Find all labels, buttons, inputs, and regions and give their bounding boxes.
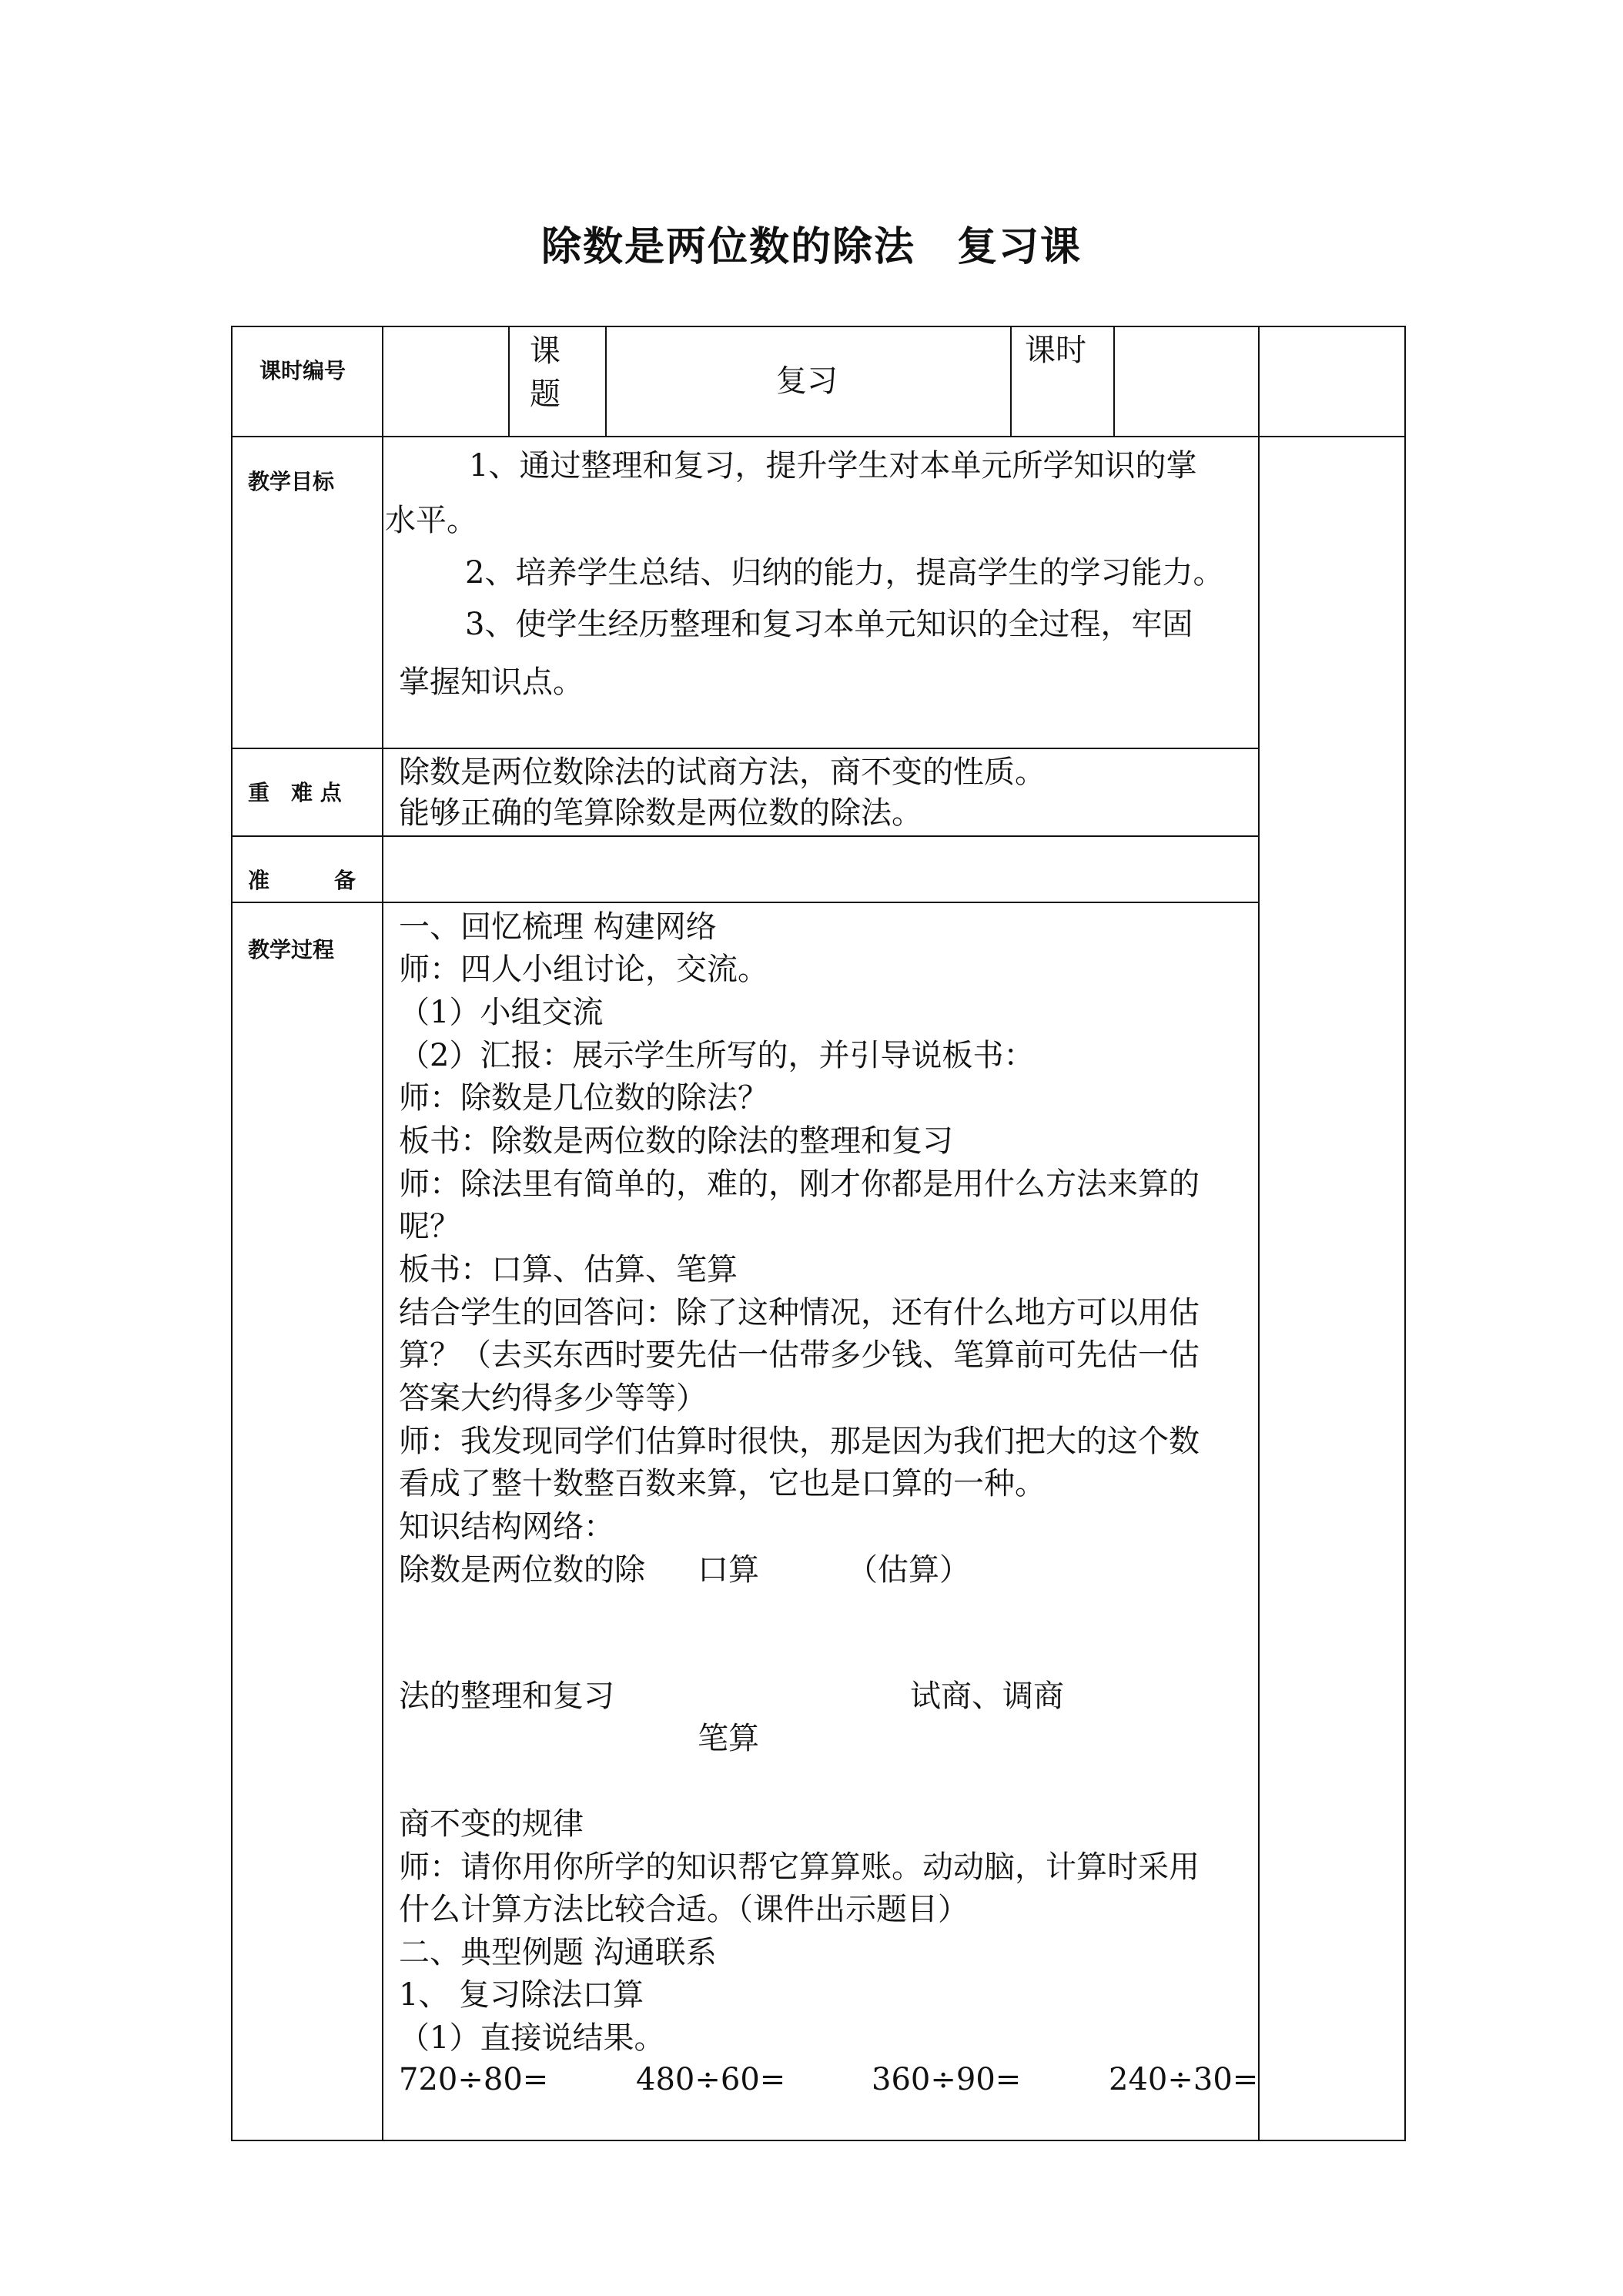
network-root-line2: 法的整理和复习 bbox=[399, 1678, 614, 1714]
objective-line: 3、使学生经历整理和复习本单元知识的全过程，牢固 bbox=[465, 607, 1193, 642]
objective-line: 2、培养学生总结、归纳的能力，提高学生的学习能力。 bbox=[465, 555, 1224, 591]
process-line: 知识结构网络： bbox=[399, 1509, 614, 1545]
process-label: 教学过程 bbox=[248, 937, 335, 962]
topic-label-bottom: 题 bbox=[530, 377, 561, 412]
process-line: 师：四人小组讨论，交流。 bbox=[399, 952, 768, 987]
objectives-label: 教学目标 bbox=[248, 469, 335, 494]
network-estimate: （估算） bbox=[847, 1552, 970, 1588]
process-line: 师：除数是几位数的除法？ bbox=[399, 1080, 768, 1116]
period-label: 课时 bbox=[1025, 333, 1086, 368]
process-line: 1、 复习除法口算 bbox=[399, 1977, 644, 2013]
process-line: （2）汇报：展示学生所写的，并引导说板书： bbox=[399, 1038, 1035, 1073]
key-point-line: 能够正确的笔算除数是两位数的除法。 bbox=[399, 795, 922, 831]
process-line: 呢？ bbox=[399, 1209, 460, 1244]
lesson-number-label: 课时编号 bbox=[259, 358, 346, 383]
topic-label-top: 课 bbox=[530, 333, 561, 369]
process-line: 什么计算方法比较合适。（课件出示题目） bbox=[399, 1892, 969, 1927]
process-line: 结合学生的回答问：除了这种情况，还有什么地方可以用估 bbox=[399, 1295, 1200, 1330]
objective-line: 1、通过整理和复习，提升学生对本单元所学知识的掌 bbox=[469, 448, 1197, 484]
problem: 360÷90= bbox=[872, 2062, 1022, 2097]
network-oral: 口算 bbox=[698, 1552, 759, 1588]
process-line: 商不变的规律 bbox=[399, 1806, 584, 1842]
process-line: 师：我发现同学们估算时很快，那是因为我们把大的这个数 bbox=[399, 1424, 1200, 1459]
objective-line: 水平。 bbox=[385, 503, 477, 538]
process-line: 算？（去买东西时要先估一估带多少钱、笔算前可先估一估 bbox=[399, 1337, 1200, 1373]
preparation-label: 准 备 bbox=[248, 868, 356, 893]
process-line: 板书：口算、估算、笔算 bbox=[399, 1252, 738, 1287]
page-title: 除数是两位数的除法 复习课 bbox=[540, 224, 1082, 270]
network-trial: 试商、调商 bbox=[910, 1678, 1064, 1714]
process-line: 看成了整十数整百数来算，它也是口算的一种。 bbox=[399, 1466, 1046, 1501]
network-root-line1: 除数是两位数的除 bbox=[399, 1552, 645, 1588]
process-line: 答案大约得多少等等） bbox=[399, 1381, 707, 1416]
process-line: 一、回忆梳理 构建网络 bbox=[399, 909, 717, 945]
problem: 720÷80= bbox=[399, 2062, 549, 2097]
process-line: 二、典型例题 沟通联系 bbox=[399, 1935, 717, 1970]
process-line: 师：请你用你所学的知识帮它算算账。动动脑，计算时采用 bbox=[399, 1849, 1200, 1885]
process-line: 板书：除数是两位数的除法的整理和复习 bbox=[399, 1123, 953, 1159]
process-line: （1）直接说结果。 bbox=[399, 2020, 665, 2056]
network-written: 笔算 bbox=[698, 1721, 759, 1756]
key-points-label: 重 难 点 bbox=[248, 780, 342, 805]
objective-line: 掌握知识点。 bbox=[399, 664, 584, 700]
process-line: （1）小组交流 bbox=[399, 995, 604, 1030]
topic-value: 复习 bbox=[776, 363, 838, 399]
problem: 240÷30= bbox=[1109, 2062, 1259, 2097]
process-line: 师：除法里有简单的，难的，刚才你都是用什么方法来算的 bbox=[399, 1166, 1200, 1202]
problem: 480÷60= bbox=[636, 2062, 786, 2097]
key-point-line: 除数是两位数除法的试商方法，商不变的性质。 bbox=[399, 755, 1046, 790]
